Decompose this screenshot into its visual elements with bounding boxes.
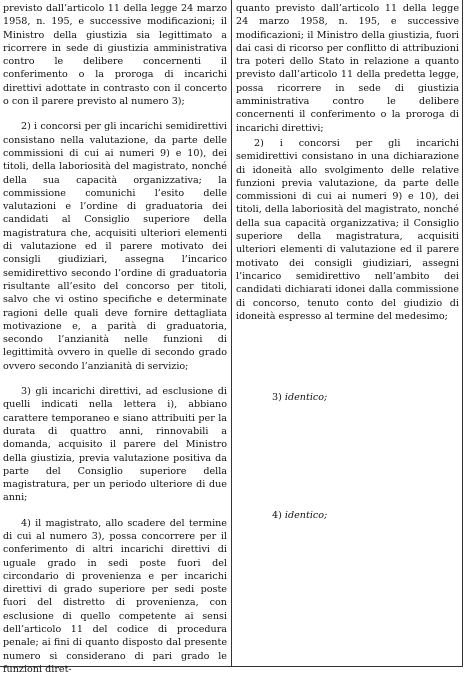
- left-column: [3, 2, 227, 676]
- column-divider: [231, 0, 232, 667]
- right-paragraph-2: 2) i concorsi per gli incarichi semidirettivi consistano in una dichiarazione di idoneità allo svolgimento delle relative funzioni previa valutazione, da parte delle commissioni di cui ai numeri 9) e 10), dei titoli, della laboriosità del magistrato, nonché della sua capacità organizzativa; il Consiglio superiore della magistratura, acquisiti ulteriori elementi di valutazione ed il parere motivato dei consigli giudiziari, assegni l’incarico semidirettivo nell’ambito dei candidati dichiarati idonei dalla commissione di concorso, tenuto conto del giudizio di idoneità espresso al termine del medesimo;: [236, 137, 459, 322]
- left-paragraph-3: 3) gli incarichi direttivi, ad esclusione di quelli indicati nella lettera i), abbiano carattere temporaneo e siano attribuiti per la durata di quattro anni, rinnovabili a domanda, acquisito il parere del Ministro della giustizia, previa valutazione positiva da parte del Consiglio superiore della magistratura, per un periodo ulteriore di due anni;: [3, 386, 227, 504]
- right-column: [236, 2, 459, 323]
- right-identical-item-4: [272, 509, 327, 522]
- left-paragraph-2: 2) i concorsi per gli incarichi semidirettivi consistano nella valutazione, da parte delle commissioni di cui ai numeri 9) e 10), dei titoli, della laboriosità del magistrato, nonché della sua capacità organizzativa; la commissione comunichi l’esito delle valutazioni e l’ordine di graduatoria dei candidati al Consiglio superiore della magistratura che, acquisiti ulteriori elementi di valutazione ed il parere motivato dei consigli giudiziari, assegna l’incarico semidirettivo secondo l’ordine di graduatoria risultante all’esito del concorso per titoli, salvo che vi ostino specifiche e determinate ragioni delle quali deve fornire dettagliata motivazione e, a parità di graduatoria, secondo l’anzianità nelle funzioni di legittimità ovvero in quelle di secondo grado ovvero secondo l’anzianità di servizio;: [3, 121, 227, 372]
- right-identical-item-3: [272, 391, 327, 404]
- left-paragraph-4: 4) il magistrato, allo scadere del termine di cui al numero 3), possa concorrere per il conferimento di altri incarichi direttivi di uguale grado in sedi poste fuori del circondario di provenienza e per incarichi direttivi di grado superiore per sedi poste fuori del distretto di provenienza, con esclusione di quello competente ai sensi dell’articolo 11 del codice di procedura penale; ai fini di quanto disposto dal presente numero si considerano di pari grado le funzioni diret-: [3, 517, 227, 675]
- left-paragraph-1: previsto dall’articolo 11 della legge 24 marzo 1958, n. 195, e successive modificazioni; il Ministro della giustizia sia legittimato a ricorrere in sede di giustizia amministrativa contro le delibere concernenti il conferimento o la proroga di incarichi direttivi adottate in contrasto con il concerto o con il parere previsto al numero 3);: [3, 3, 227, 108]
- identical-item-word: identico;: [284, 510, 328, 521]
- identical-item-word: identico;: [284, 392, 328, 403]
- right-paragraph-1: quanto previsto dall’articolo 11 della legge 24 marzo 1958, n. 195, e successive modificazioni; il Ministro della giustizia, fuori dai casi di ricorso per conflitto di attribuzioni tra poteri dello Stato in relazione a quanto previsto dall’articolo 11 della predetta legge, possa ricorrere in sede di giustizia amministrativa contro le delibere concernenti il conferimento o la proroga di incarichi direttivi;: [236, 3, 459, 134]
- identical-item-number: 4): [272, 510, 282, 521]
- identical-item-number: 3): [272, 392, 282, 403]
